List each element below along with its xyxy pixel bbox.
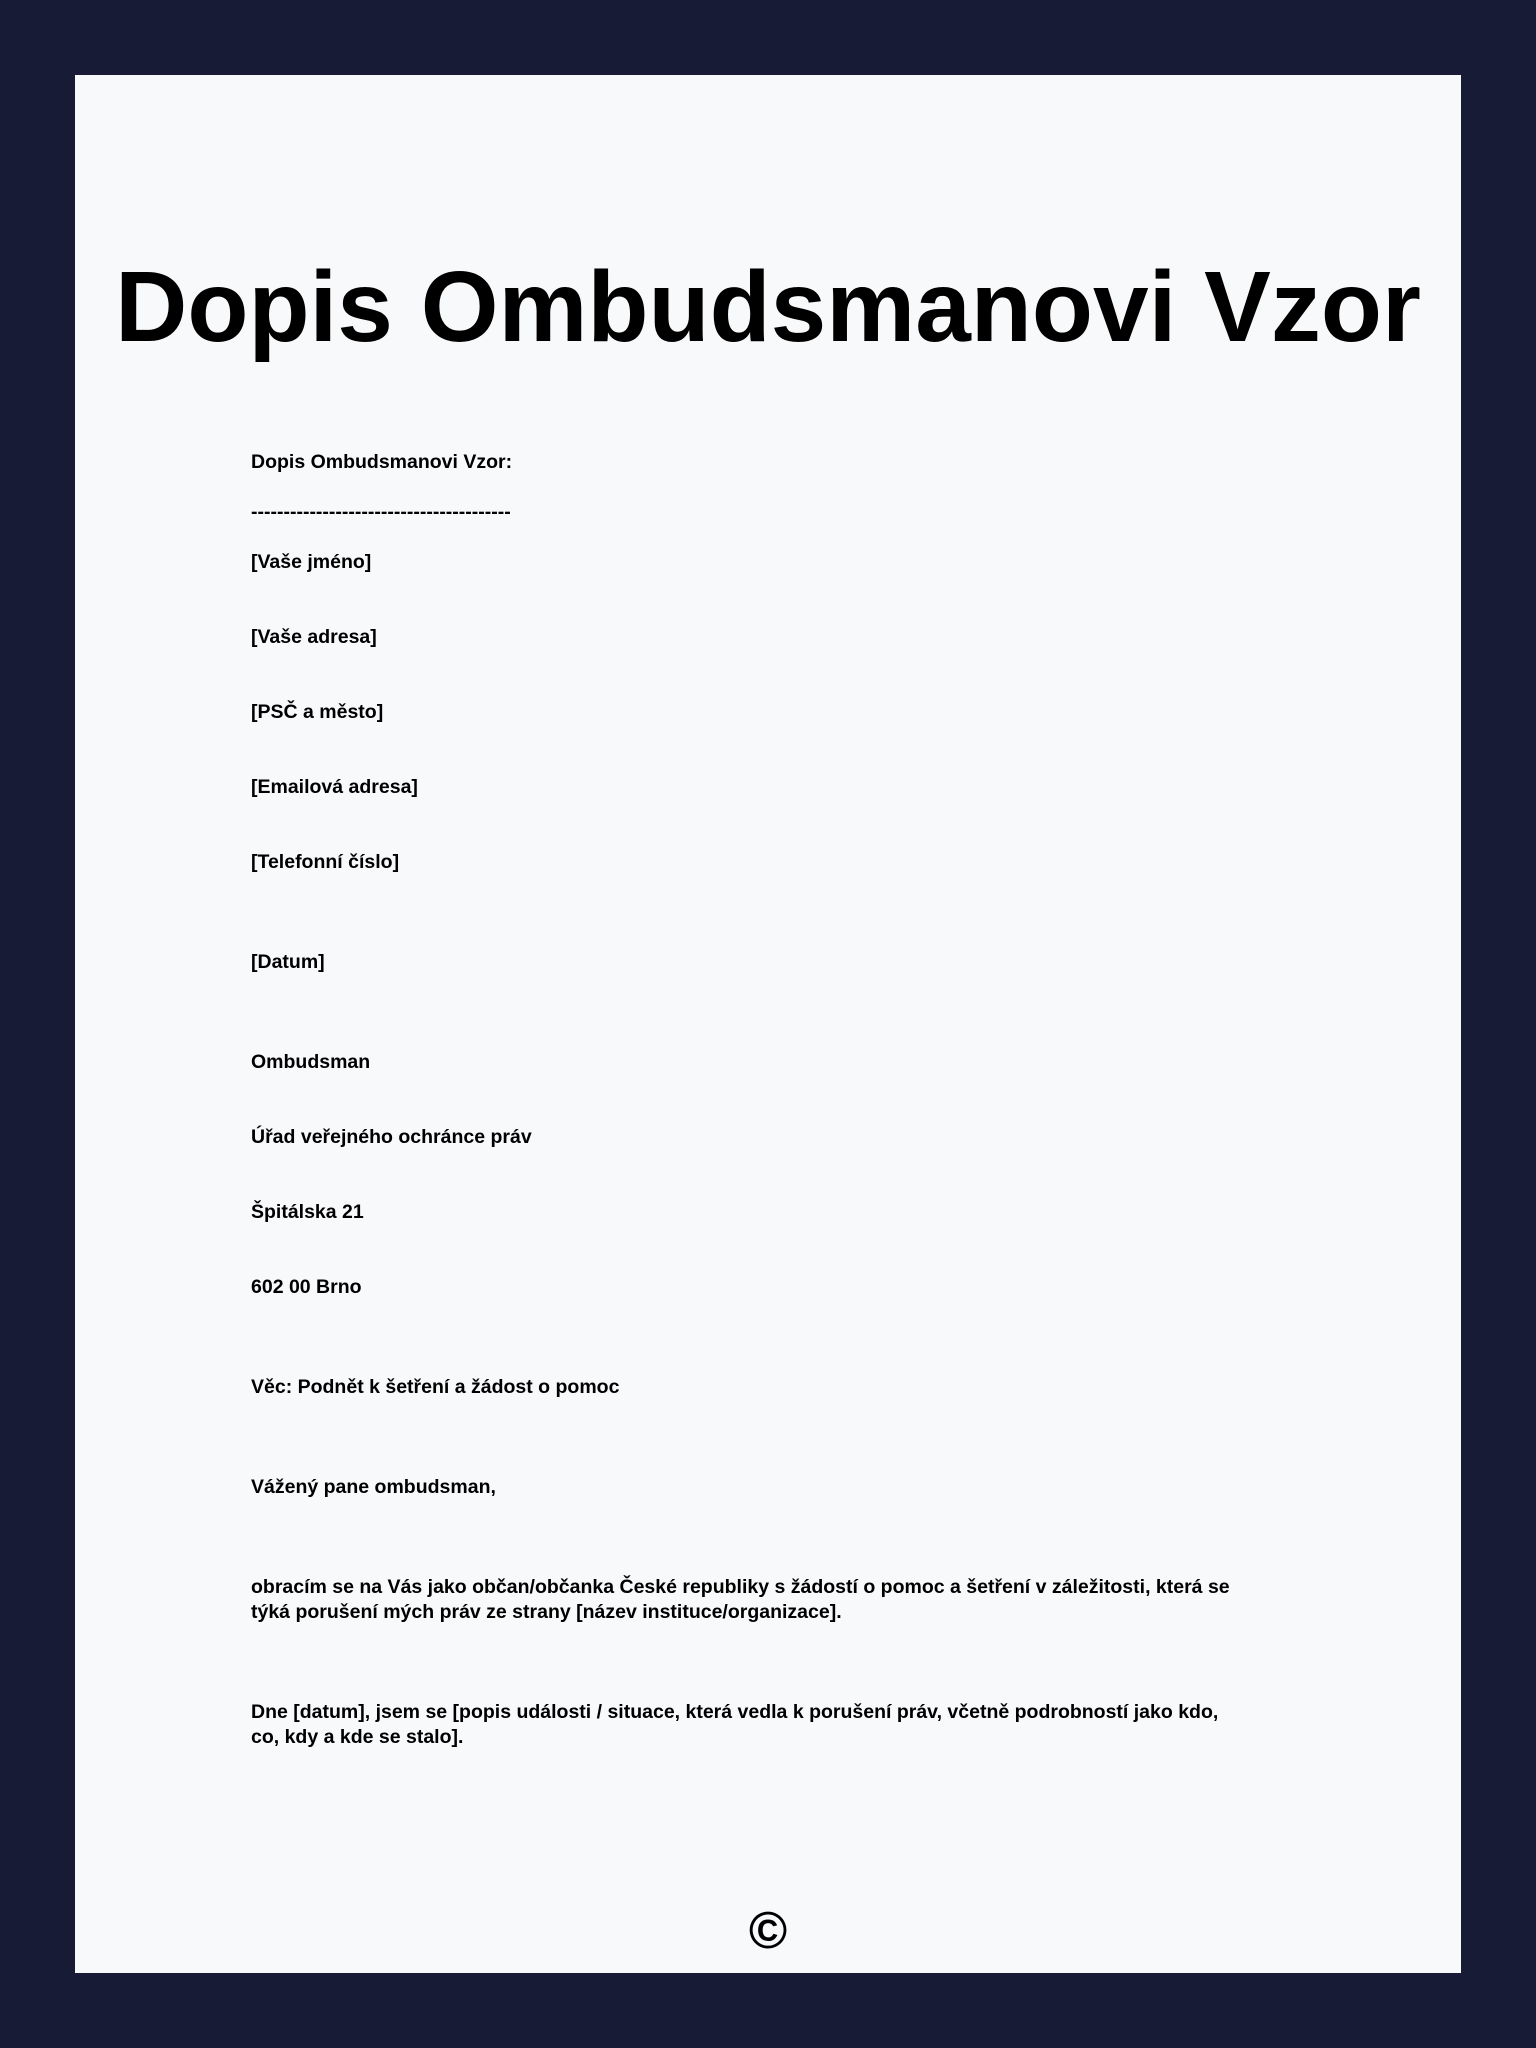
sender-zip-city: [PSČ a město] (251, 701, 384, 723)
document-page (75, 75, 1461, 1973)
paragraph-line: co, kdy a kde se stalo]. (251, 1726, 464, 1748)
recipient-line: Špitálska 21 (251, 1201, 364, 1223)
recipient-line: Ombudsman (251, 1051, 371, 1073)
body-paragraph (251, 1700, 1291, 1750)
paragraph-line: Dne [datum], jsem se [popis události / situace, která vedla k porušení práv, včetně podrobností jako kdo, (251, 1701, 1219, 1723)
page-title: Dopis Ombudsmanovi Vzor (115, 251, 1421, 363)
recipient-line: 602 00 Brno (251, 1276, 362, 1298)
sender-address: [Vaše adresa] (251, 626, 377, 648)
paragraph-line: obracím se na Vás jako občan/občanka České republiky s žádostí o pomoc a šetření v záležitosti, která se (251, 1576, 1230, 1598)
sender-email: [Emailová adresa] (251, 776, 418, 798)
recipient-line: Úřad veřejného ochránce práv (251, 1126, 532, 1148)
sender-name: [Vaše jméno] (251, 551, 372, 573)
letter-date: [Datum] (251, 951, 325, 973)
paragraph-line: týká porušení mých práv ze strany [název instituce/organizace]. (251, 1601, 842, 1623)
sender-phone: [Telefonní číslo] (251, 851, 400, 873)
separator-line: ---------------------------------------- (251, 501, 511, 523)
body-paragraph (251, 1575, 1291, 1625)
letter-subject: Věc: Podnět k šetření a žádost o pomoc (251, 1376, 620, 1398)
letter-greeting: Vážený pane ombudsman, (251, 1476, 496, 1498)
letter-heading: Dopis Ombudsmanovi Vzor: (251, 451, 513, 473)
copyright-icon: © (748, 1902, 788, 1960)
